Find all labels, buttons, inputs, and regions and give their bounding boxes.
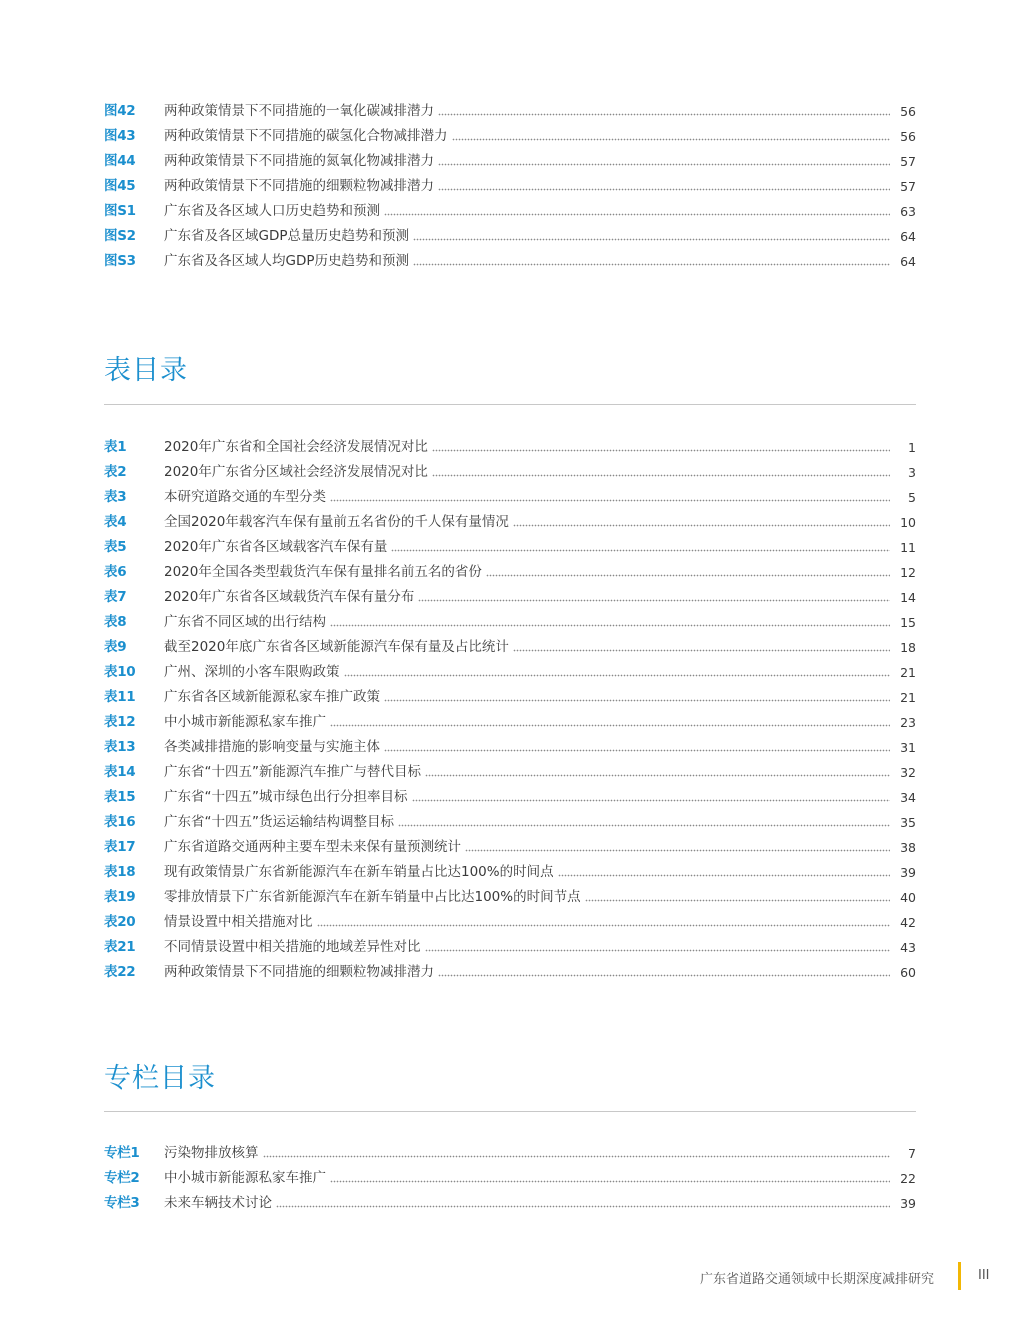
dot-leader bbox=[330, 1178, 890, 1186]
toc-entry-label: 表12 bbox=[104, 714, 136, 730]
toc-entry[interactable] bbox=[104, 435, 916, 460]
dot-leader bbox=[438, 161, 890, 169]
toc-entry-label: 表20 bbox=[104, 914, 136, 930]
dot-leader bbox=[263, 1153, 891, 1161]
toc-entry-page: 21 bbox=[900, 665, 916, 680]
columns-divider bbox=[104, 1111, 916, 1112]
toc-entry-label: 表7 bbox=[104, 589, 127, 605]
toc-entry[interactable] bbox=[104, 660, 916, 685]
toc-entry-label: 图S1 bbox=[104, 203, 136, 219]
toc-entry[interactable] bbox=[104, 885, 916, 910]
dot-leader bbox=[513, 522, 890, 530]
toc-entry-page: 57 bbox=[900, 179, 916, 194]
toc-entry-page: 39 bbox=[900, 865, 916, 880]
toc-entry[interactable] bbox=[104, 585, 916, 610]
toc-entry-label: 表1 bbox=[104, 439, 127, 455]
toc-entry-label: 专栏1 bbox=[104, 1145, 140, 1161]
toc-entry-title: 广东省“十四五”货运运输结构调整目标 bbox=[164, 814, 394, 830]
toc-entry-page: 12 bbox=[900, 565, 916, 580]
toc-entry-title: 各类减排措施的影响变量与实施主体 bbox=[164, 739, 380, 755]
toc-entry-title: 广东省及各区域GDP总量历史趋势和预测 bbox=[164, 228, 409, 244]
toc-entry-title: 广东省“十四五”城市绿色出行分担率目标 bbox=[164, 789, 408, 805]
toc-entry-label: 表10 bbox=[104, 664, 136, 680]
toc-entry-page: 60 bbox=[900, 965, 916, 980]
toc-entry-label: 表19 bbox=[104, 889, 136, 905]
toc-entry-title: 广东省道路交通两种主要车型未来保有量预测统计 bbox=[164, 839, 461, 855]
toc-entry-title: 2020年广东省和全国社会经济发展情况对比 bbox=[164, 439, 428, 455]
toc-entry-page: 23 bbox=[900, 715, 916, 730]
figure-list bbox=[104, 99, 916, 274]
toc-entry-label: 表22 bbox=[104, 964, 136, 980]
table-list bbox=[104, 435, 916, 985]
toc-entry-title: 两种政策情景下不同措施的氮氧化物减排潜力 bbox=[164, 153, 434, 169]
toc-entry[interactable] bbox=[104, 249, 916, 274]
toc-entry[interactable] bbox=[104, 710, 916, 735]
toc-entry[interactable] bbox=[104, 910, 916, 935]
dot-leader bbox=[344, 672, 891, 680]
toc-entry[interactable] bbox=[104, 685, 916, 710]
dot-leader bbox=[465, 847, 890, 855]
toc-entry-title: 中小城市新能源私家车推广 bbox=[164, 714, 326, 730]
toc-entry-page: 11 bbox=[900, 540, 916, 555]
toc-entry-title: 情景设置中相关措施对比 bbox=[164, 914, 313, 930]
toc-entry-title: 2020年广东省各区域载货汽车保有量分布 bbox=[164, 589, 415, 605]
dot-leader bbox=[330, 497, 890, 505]
toc-entry-page: 1 bbox=[908, 440, 916, 455]
dot-leader bbox=[438, 111, 890, 119]
toc-entry[interactable] bbox=[104, 810, 916, 835]
toc-entry-page: 63 bbox=[900, 204, 916, 219]
toc-entry-page: 7 bbox=[908, 1146, 916, 1161]
columns-heading: 专栏目录 bbox=[104, 1063, 216, 1094]
toc-entry-page: 5 bbox=[908, 490, 916, 505]
toc-entry-label: 表11 bbox=[104, 689, 136, 705]
toc-entry-page: 38 bbox=[900, 840, 916, 855]
toc-entry-label: 表2 bbox=[104, 464, 127, 480]
toc-entry-title: 截至2020年底广东省各区域新能源汽车保有量及占比统计 bbox=[164, 639, 509, 655]
toc-entry-page: 3 bbox=[908, 465, 916, 480]
toc-entry[interactable] bbox=[104, 149, 916, 174]
toc-entry-page: 57 bbox=[900, 154, 916, 169]
tables-heading: 表目录 bbox=[104, 355, 188, 386]
toc-entry-title: 中小城市新能源私家车推广 bbox=[164, 1170, 326, 1186]
toc-entry-page: 15 bbox=[900, 615, 916, 630]
dot-leader bbox=[513, 647, 890, 655]
toc-entry-page: 43 bbox=[900, 940, 916, 955]
toc-entry-title: 广东省不同区域的出行结构 bbox=[164, 614, 326, 630]
dot-leader bbox=[398, 822, 890, 830]
toc-entry[interactable] bbox=[104, 535, 916, 560]
toc-entry[interactable] bbox=[104, 960, 916, 985]
footer-title: 广东省道路交通领域中长期深度减排研究 bbox=[699, 1272, 934, 1287]
toc-entry-label: 表15 bbox=[104, 789, 136, 805]
dot-leader bbox=[391, 547, 890, 555]
toc-entry-title: 污染物排放核算 bbox=[164, 1145, 259, 1161]
toc-entry[interactable] bbox=[104, 735, 916, 760]
toc-entry-label: 图S2 bbox=[104, 228, 136, 244]
toc-entry-label: 表9 bbox=[104, 639, 127, 655]
toc-entry[interactable] bbox=[104, 124, 916, 149]
toc-entry-page: 31 bbox=[900, 740, 916, 755]
dot-leader bbox=[432, 472, 890, 480]
dot-leader bbox=[413, 236, 890, 244]
dot-leader bbox=[330, 622, 890, 630]
toc-entry-label: 表6 bbox=[104, 564, 127, 580]
toc-entry-title: 两种政策情景下不同措施的碳氢化合物减排潜力 bbox=[164, 128, 448, 144]
dot-leader bbox=[558, 872, 890, 880]
toc-entry[interactable] bbox=[104, 174, 916, 199]
toc-entry-title: 未来车辆技术讨论 bbox=[164, 1195, 272, 1211]
toc-entry-title: 广东省各区域新能源私家车推广政策 bbox=[164, 689, 380, 705]
dot-leader bbox=[412, 797, 891, 805]
toc-entry[interactable] bbox=[104, 860, 916, 885]
toc-entry-label: 专栏2 bbox=[104, 1170, 140, 1186]
toc-entry[interactable] bbox=[104, 635, 916, 660]
toc-entry-title: 零排放情景下广东省新能源汽车在新车销量中占比达100%的时间节点 bbox=[164, 889, 581, 905]
dot-leader bbox=[438, 186, 890, 194]
toc-entry-label: 表3 bbox=[104, 489, 127, 505]
toc-entry-label: 表18 bbox=[104, 864, 136, 880]
toc-entry[interactable] bbox=[104, 560, 916, 585]
toc-entry-label: 表8 bbox=[104, 614, 127, 630]
toc-entry-label: 表17 bbox=[104, 839, 136, 855]
dot-leader bbox=[330, 722, 890, 730]
dot-leader bbox=[384, 211, 890, 219]
toc-entry[interactable] bbox=[104, 99, 916, 124]
dot-leader bbox=[317, 922, 891, 930]
toc-entry[interactable] bbox=[104, 485, 916, 510]
toc-entry-page: 56 bbox=[900, 104, 916, 119]
toc-entry-title: 两种政策情景下不同措施的细颗粒物减排潜力 bbox=[164, 178, 434, 194]
toc-entry-title: 广州、深圳的小客车限购政策 bbox=[164, 664, 340, 680]
toc-entry-label: 图S3 bbox=[104, 253, 136, 269]
toc-entry[interactable] bbox=[104, 1191, 916, 1216]
toc-entry-page: 35 bbox=[900, 815, 916, 830]
toc-entry-page: 21 bbox=[900, 690, 916, 705]
toc-entry[interactable] bbox=[104, 1141, 916, 1166]
toc-entry-title: 本研究道路交通的车型分类 bbox=[164, 489, 326, 505]
toc-entry-title: 2020年全国各类型载货汽车保有量排名前五名的省份 bbox=[164, 564, 482, 580]
dot-leader bbox=[438, 972, 890, 980]
toc-entry[interactable] bbox=[104, 760, 916, 785]
dot-leader bbox=[276, 1203, 890, 1211]
dot-leader bbox=[452, 136, 891, 144]
dot-leader bbox=[432, 447, 890, 455]
toc-entry-page: 64 bbox=[900, 229, 916, 244]
toc-entry-label: 图42 bbox=[104, 103, 136, 119]
toc-entry-label: 表5 bbox=[104, 539, 127, 555]
toc-entry-page: 39 bbox=[900, 1196, 916, 1211]
toc-entry[interactable] bbox=[104, 460, 916, 485]
tables-divider bbox=[104, 404, 916, 405]
dot-leader bbox=[413, 261, 890, 269]
toc-entry-page: 64 bbox=[900, 254, 916, 269]
toc-entry-label: 表14 bbox=[104, 764, 136, 780]
toc-entry-title: 广东省及各区域人均GDP历史趋势和预测 bbox=[164, 253, 409, 269]
toc-entry-title: 全国2020年载客汽车保有量前五名省份的千人保有量情况 bbox=[164, 514, 509, 530]
toc-entry-title: 两种政策情景下不同措施的一氧化碳减排潜力 bbox=[164, 103, 434, 119]
dot-leader bbox=[418, 597, 890, 605]
toc-entry-page: 34 bbox=[900, 790, 916, 805]
toc-entry-page: 22 bbox=[900, 1171, 916, 1186]
toc-entry-label: 图45 bbox=[104, 178, 136, 194]
toc-entry-title: 两种政策情景下不同措施的细颗粒物减排潜力 bbox=[164, 964, 434, 980]
toc-entry-title: 现有政策情景广东省新能源汽车在新车销量占比达100%的时间点 bbox=[164, 864, 554, 880]
toc-entry-title: 2020年广东省分区域社会经济发展情况对比 bbox=[164, 464, 428, 480]
footer-accent-bar bbox=[958, 1262, 961, 1290]
toc-entry-page: 40 bbox=[900, 890, 916, 905]
toc-entry-label: 图43 bbox=[104, 128, 136, 144]
toc-entry-page: 32 bbox=[900, 765, 916, 780]
toc-entry-title: 广东省及各区域人口历史趋势和预测 bbox=[164, 203, 380, 219]
toc-entry-page: 18 bbox=[900, 640, 916, 655]
toc-entry[interactable] bbox=[104, 610, 916, 635]
toc-entry-label: 表16 bbox=[104, 814, 136, 830]
toc-entry[interactable] bbox=[104, 199, 916, 224]
toc-entry-label: 专栏3 bbox=[104, 1195, 140, 1211]
dot-leader bbox=[384, 747, 890, 755]
toc-entry-title: 2020年广东省各区域载客汽车保有量 bbox=[164, 539, 388, 555]
toc-entry-page: 56 bbox=[900, 129, 916, 144]
toc-entry[interactable] bbox=[104, 510, 916, 535]
toc-entry[interactable] bbox=[104, 935, 916, 960]
toc-entry-label: 表4 bbox=[104, 514, 127, 530]
toc-entry-page: 10 bbox=[900, 515, 916, 530]
column-list bbox=[104, 1141, 916, 1216]
footer-page-number: III bbox=[978, 1268, 990, 1283]
dot-leader bbox=[486, 572, 890, 580]
dot-leader bbox=[384, 697, 890, 705]
toc-entry-label: 表21 bbox=[104, 939, 136, 955]
toc-entry[interactable] bbox=[104, 224, 916, 249]
toc-entry-title: 广东省“十四五”新能源汽车推广与替代目标 bbox=[164, 764, 421, 780]
toc-entry[interactable] bbox=[104, 785, 916, 810]
toc-entry-label: 图44 bbox=[104, 153, 136, 169]
toc-entry-page: 42 bbox=[900, 915, 916, 930]
toc-entry-page: 14 bbox=[900, 590, 916, 605]
toc-entry-label: 表13 bbox=[104, 739, 136, 755]
dot-leader bbox=[425, 947, 891, 955]
toc-entry[interactable] bbox=[104, 835, 916, 860]
dot-leader bbox=[585, 897, 890, 905]
toc-entry-title: 不同情景设置中相关措施的地域差异性对比 bbox=[164, 939, 421, 955]
dot-leader bbox=[425, 772, 890, 780]
toc-entry[interactable] bbox=[104, 1166, 916, 1191]
